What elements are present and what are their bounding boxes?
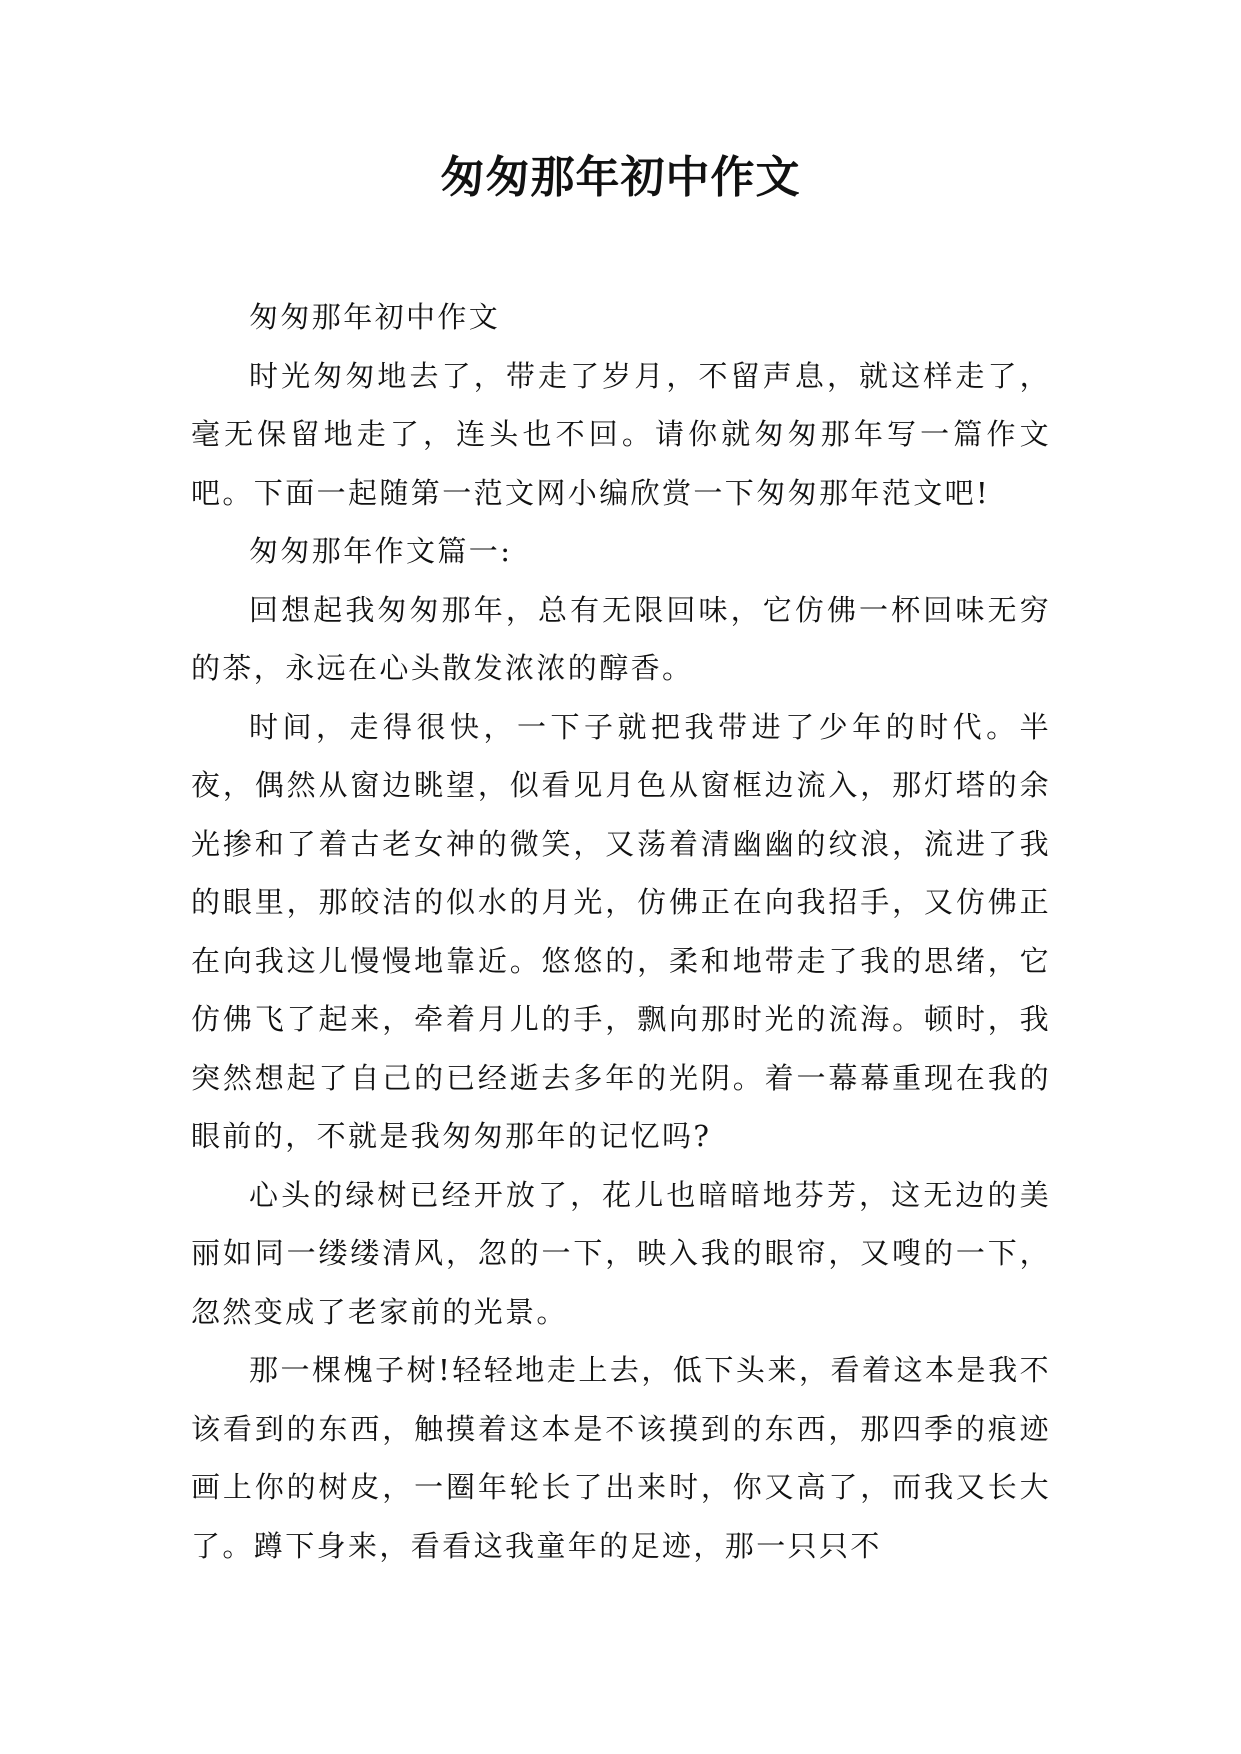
paragraph: 时间，走得很快，一下子就把我带进了少年的时代。半夜，偶然从窗边眺望，似看见月色从窗框边流入，那灯塔的余光掺和了着古老女神的微笑，又荡着清幽幽的纹浪，流进了我的眼里，那皎洁的似水的月光，仿佛正在向我招手，又仿佛正在向我这儿慢慢地靠近。悠悠的，柔和地带走了我的思绪，它仿佛飞了起来，牵着月儿的手，飘向那时光的流海。顿时，我突然想起了自己的已经逝去多年的光阴。着一幕幕重现在我的眼前的，不就是我匆匆那年的记忆吗? <box>191 709 1051 1153</box>
document-body <box>191 288 1051 1575</box>
paragraph: 心头的绿树已经开放了，花儿也暗暗地芬芳，这无边的美丽如同一缕缕清风，忽的一下，映入我的眼帘，又嗖的一下，忽然变成了老家前的光景。 <box>191 1177 1051 1329</box>
paragraph: 回想起我匆匆那年，总有无限回味，它仿佛一杯回味无穷的茶，永远在心头散发浓浓的醇香。 <box>191 592 1051 685</box>
paragraph-subtitle: 匆匆那年初中作文 <box>249 300 501 334</box>
paragraph-section-heading: 匆匆那年作文篇一: <box>249 534 513 568</box>
document-title: 匆匆那年初中作文 <box>440 152 801 203</box>
paragraph-intro: 时光匆匆地去了，带走了岁月，不留声息，就这样走了，毫无保留地走了，连头也不回。请你就匆匆那年写一篇作文吧。下面一起随第一范文网小编欣赏一下匆匆那年范文吧! <box>191 358 1051 510</box>
paragraph: 那一棵槐子树!轻轻地走上去，低下头来，看着这本是我不该看到的东西，触摸着这本是不该摸到的东西，那四季的痕迹画上你的树皮，一圈年轮长了出来时，你又高了，而我又长大了。蹲下身来，看看这我童年的足迹，那一只只不 <box>191 1353 1051 1563</box>
